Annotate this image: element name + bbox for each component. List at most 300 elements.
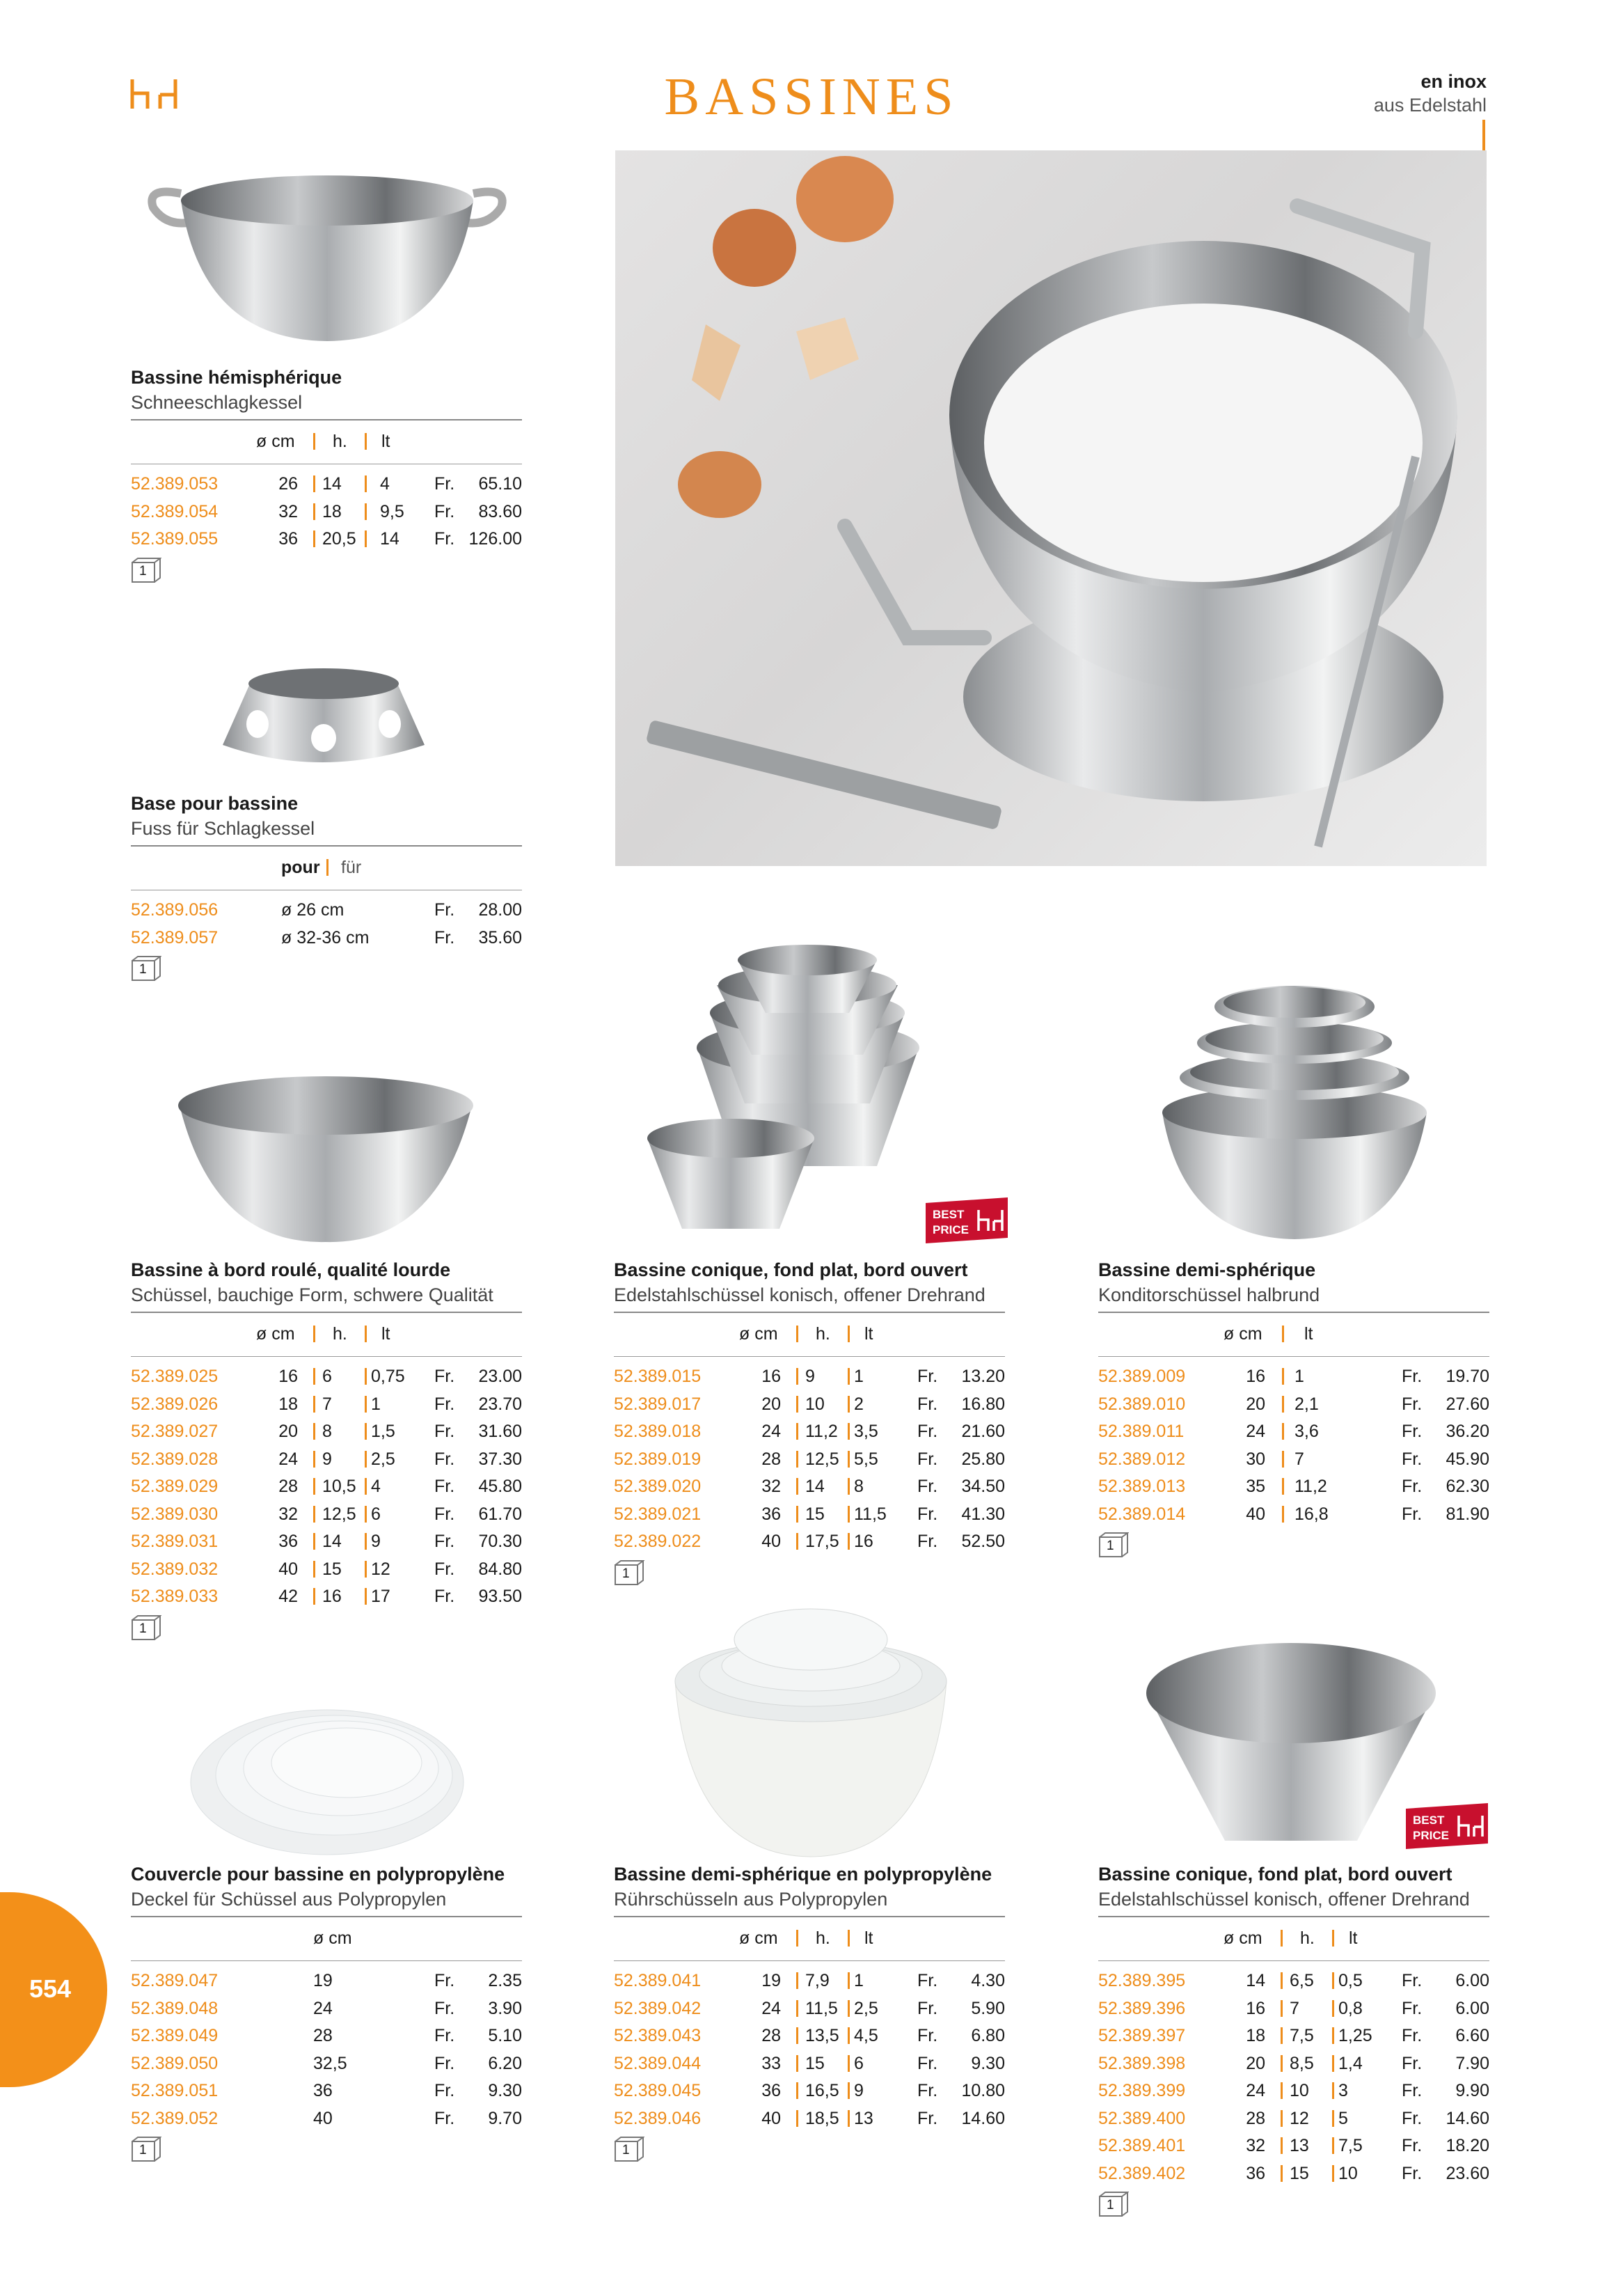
product-name-fr: Bassine conique, fond plat, bord ouvert <box>614 1259 968 1280</box>
item-currency: Fr. <box>1402 2136 1423 2155</box>
item-currency: Fr. <box>434 1559 455 1579</box>
separator-bar <box>1281 2055 1283 2072</box>
separator-bar <box>1332 2027 1334 2044</box>
item-liters: 2,1 <box>1295 1394 1319 1414</box>
item-currency: Fr. <box>917 2081 938 2100</box>
item-diam: 32,5 <box>313 2053 347 2073</box>
separator-bar <box>1332 2110 1334 2127</box>
table-row <box>131 1390 522 1418</box>
item-height: 14 <box>322 474 342 494</box>
column-liters: lt <box>381 1324 390 1344</box>
table-row <box>614 1527 1005 1555</box>
item-liters: 1 <box>1295 1367 1304 1386</box>
item-liters: 11,2 <box>1295 1477 1327 1496</box>
item-height: 18,5 <box>805 2108 839 2128</box>
item-price: 23.60 <box>1446 2163 1489 2183</box>
product-name-de: Konditorschüssel halbrund <box>1098 1284 1320 1305</box>
column-height: h. <box>1300 1928 1315 1948</box>
item-diam: 36 <box>761 1504 781 1524</box>
separator-bar <box>1332 2165 1334 2182</box>
item-currency: Fr. <box>1402 1971 1423 1990</box>
item-price: 37.30 <box>478 1449 522 1469</box>
product-name-de: Schüssel, bauchige Form, schwere Qualität <box>131 1284 493 1305</box>
item-liters: 12 <box>371 1559 390 1579</box>
item-code: 52.389.028 <box>131 1449 219 1469</box>
item-price: 27.60 <box>1446 1394 1489 1414</box>
product-half-spherical <box>1098 1257 1489 1558</box>
separator-bar <box>313 1423 315 1440</box>
separator-bar <box>1332 1972 1334 1989</box>
material-de: aus Edelstahl <box>1373 95 1487 116</box>
separator-bar <box>365 1368 367 1385</box>
spacer <box>614 1357 1005 1362</box>
separator-bar <box>365 433 367 450</box>
separator-bar <box>365 1396 367 1413</box>
item-diam: 28 <box>761 2026 781 2045</box>
separator-bar <box>796 1533 798 1550</box>
item-code: 52.389.020 <box>614 1477 702 1496</box>
page-title: BASSINES <box>664 68 959 126</box>
item-liters: 13 <box>854 2108 873 2128</box>
table-row <box>1098 2132 1489 2160</box>
table-row <box>131 1582 522 1610</box>
item-code: 52.389.033 <box>131 1587 219 1606</box>
item-currency: Fr. <box>434 1477 455 1496</box>
product-name-fr: Bassine à bord roulé, qualité lourde <box>131 1259 451 1280</box>
item-currency: Fr. <box>917 1998 938 2018</box>
table-row <box>131 1967 522 1995</box>
item-code: 52.389.015 <box>614 1367 702 1386</box>
separator-bar <box>365 1561 367 1578</box>
table-row <box>131 1500 522 1528</box>
item-diam: 19 <box>313 1971 333 1990</box>
item-code: 52.389.013 <box>1098 1477 1186 1496</box>
separator-bar <box>313 1506 315 1523</box>
item-diam: 16 <box>1246 1367 1265 1386</box>
product-name-fr: Bassine hémisphérique <box>131 367 342 388</box>
item-liters: 5,5 <box>854 1449 878 1469</box>
separator-bar <box>1282 1478 1284 1495</box>
table-row <box>614 1417 1005 1445</box>
separator-bar <box>1332 2000 1334 2017</box>
item-diam: 28 <box>761 1449 781 1469</box>
item-currency: Fr. <box>1402 1422 1423 1441</box>
item-code: 52.389.400 <box>1098 2108 1186 2128</box>
best-price-line1: BEST <box>1413 1814 1445 1827</box>
item-diam: 36 <box>761 2081 781 2100</box>
table-header <box>1098 1313 1489 1356</box>
table-row <box>614 1500 1005 1528</box>
item-liters: 1,5 <box>371 1422 395 1441</box>
item-height: 15 <box>322 1559 342 1579</box>
item-code: 52.389.025 <box>131 1367 219 1386</box>
pack-unit-box <box>614 2136 644 2162</box>
table-row <box>614 2022 1005 2050</box>
item-price: 21.60 <box>961 1422 1005 1441</box>
material-note <box>1374 70 1487 117</box>
best-price-badge <box>926 1197 1008 1243</box>
item-code: 52.389.054 <box>131 501 219 521</box>
separator-bar <box>1281 2110 1283 2127</box>
item-height: 16,5 <box>805 2081 839 2100</box>
item-code: 52.389.017 <box>614 1394 702 1414</box>
item-price: 83.60 <box>478 501 522 521</box>
separator-bar <box>848 1451 850 1468</box>
item-currency: Fr. <box>917 2108 938 2128</box>
item-liters: 0,8 <box>1338 1998 1363 2018</box>
separator-bar <box>313 1533 315 1550</box>
item-code: 52.389.021 <box>614 1504 702 1524</box>
column-liters: lt <box>1304 1324 1313 1344</box>
item-height: 10 <box>1290 2081 1309 2100</box>
item-diam: 32 <box>1246 2136 1265 2155</box>
item-currency: Fr. <box>434 2053 455 2073</box>
separator-bar <box>313 1396 315 1413</box>
product-rolled-edge <box>131 1257 522 1641</box>
product-name-fr: Couvercle pour bassine en polypropylène <box>131 1864 505 1885</box>
pack-unit-box <box>131 1614 161 1641</box>
separator-bar <box>365 1326 367 1342</box>
separator-bar <box>365 1451 367 1468</box>
table-row <box>1098 1500 1489 1528</box>
item-price: 6.00 <box>1455 1998 1489 2018</box>
product-lid <box>131 1862 522 2162</box>
product-name-fr: Bassine demi-sphérique <box>1098 1259 1316 1280</box>
table-row <box>131 2050 522 2077</box>
separator-bar <box>1281 2027 1283 2044</box>
table-row <box>131 2077 522 2105</box>
item-code: 52.389.029 <box>131 1477 219 1496</box>
table-row <box>1098 1362 1489 1390</box>
separator-bar <box>1332 2082 1334 2099</box>
item-price: 14.60 <box>1446 2108 1489 2128</box>
item-code: 52.389.050 <box>131 2053 219 2073</box>
separator-bar <box>848 1930 850 1947</box>
separator-bar <box>313 433 315 450</box>
item-diam: 16 <box>1246 1998 1265 2018</box>
item-height: 13 <box>1290 2136 1309 2155</box>
conical-bowls-image <box>640 936 974 1243</box>
hemispherical-bowl-image <box>139 159 515 347</box>
item-diam: 32 <box>278 501 298 521</box>
table-row <box>1098 2050 1489 2077</box>
item-diam: 40 <box>278 1559 298 1579</box>
item-liters: 7,5 <box>1338 2136 1363 2155</box>
table-row <box>1098 1445 1489 1473</box>
separator-bar <box>365 475 367 492</box>
separator-bar <box>1282 1451 1284 1468</box>
item-price: 41.30 <box>961 1504 1005 1524</box>
item-code: 52.389.022 <box>614 1532 702 1551</box>
item-currency: Fr. <box>434 1422 455 1441</box>
item-height: 10,5 <box>322 1477 356 1496</box>
separator-bar <box>848 1368 850 1385</box>
separator-bar <box>796 1478 798 1495</box>
item-currency: Fr. <box>434 900 455 920</box>
item-diam: 24 <box>278 1449 298 1469</box>
table-row <box>614 1995 1005 2022</box>
item-currency: Fr. <box>434 2026 455 2045</box>
item-currency: Fr. <box>434 501 455 521</box>
item-liters: 16 <box>854 1532 873 1551</box>
product-name-de: Fuss für Schlagkessel <box>131 818 315 839</box>
separator-bar <box>365 1423 367 1440</box>
item-price: 31.60 <box>478 1422 522 1441</box>
item-price: 7.90 <box>1455 2053 1489 2073</box>
item-price: 5.10 <box>488 2026 522 2045</box>
column-liters: lt <box>864 1324 873 1344</box>
pack-unit-quantity: 1 <box>139 563 147 579</box>
item-code: 52.389.052 <box>131 2108 219 2128</box>
item-diam: 28 <box>278 1477 298 1496</box>
column-liters: lt <box>864 1928 873 1948</box>
item-height: 18 <box>322 501 342 521</box>
item-liters: 3 <box>1338 2081 1348 2100</box>
item-price: 45.80 <box>478 1477 522 1496</box>
item-code: 52.389.027 <box>131 1422 219 1441</box>
separator-bar <box>1332 1930 1334 1947</box>
table-row <box>131 1417 522 1445</box>
spacer <box>131 1961 522 1967</box>
item-diam: 36 <box>313 2081 333 2100</box>
item-height: 7 <box>322 1394 332 1414</box>
item-diam: 40 <box>761 1532 781 1551</box>
item-diam: 42 <box>278 1587 298 1606</box>
table-row <box>1098 1417 1489 1445</box>
item-height: 14 <box>322 1532 342 1551</box>
item-price: 6.20 <box>488 2053 522 2073</box>
item-liters: 14 <box>380 529 399 549</box>
item-height: 13,5 <box>805 2026 839 2045</box>
best-price-line2: PRICE <box>1413 1829 1449 1842</box>
item-liters: 2 <box>854 1394 864 1414</box>
item-liters: 7 <box>1295 1449 1304 1469</box>
best-price-line1: BEST <box>933 1208 965 1221</box>
spacer <box>1098 1961 1489 1967</box>
item-currency: Fr. <box>917 1367 938 1386</box>
item-price: 70.30 <box>478 1532 522 1551</box>
item-height: 17,5 <box>805 1532 839 1551</box>
table-row <box>131 1555 522 1583</box>
item-price: 25.80 <box>961 1449 1005 1469</box>
rolled-edge-bowl-image <box>173 1071 479 1245</box>
item-price: 62.30 <box>1446 1477 1489 1496</box>
item-currency: Fr. <box>917 1422 938 1441</box>
item-liters: 3,6 <box>1295 1422 1319 1441</box>
separator-bar <box>1281 1972 1283 1989</box>
item-liters: 2,5 <box>854 1998 878 2018</box>
table-row <box>1098 1390 1489 1418</box>
table-row <box>131 1445 522 1473</box>
item-code: 52.389.032 <box>131 1559 219 1579</box>
item-diam: 35 <box>1246 1477 1265 1496</box>
separator-bar <box>1282 1396 1284 1413</box>
item-currency: Fr. <box>434 1449 455 1469</box>
item-price: 23.00 <box>478 1367 522 1386</box>
table-row <box>1098 1967 1489 1995</box>
item-code: 52.389.041 <box>614 1971 702 1990</box>
item-currency: Fr. <box>434 2081 455 2100</box>
column-diam: ø cm <box>256 1324 295 1344</box>
separator-bar <box>848 1396 850 1413</box>
separator-bar <box>796 2055 798 2072</box>
table-row <box>131 498 522 526</box>
item-height: 7 <box>1290 1998 1299 2018</box>
item-code: 52.389.030 <box>131 1504 219 1524</box>
table-row <box>131 2022 522 2050</box>
item-liters: 9 <box>854 2081 864 2100</box>
item-price: 9.70 <box>488 2108 522 2128</box>
separator-bar <box>1282 1506 1284 1523</box>
item-diam: 18 <box>1246 2026 1265 2045</box>
table-row <box>1098 2022 1489 2050</box>
table-row <box>614 2050 1005 2077</box>
column-diam: ø cm <box>1224 1928 1262 1948</box>
item-height: 11,2 <box>805 1422 838 1441</box>
item-liters: 1,25 <box>1338 2026 1372 2045</box>
item-currency: Fr. <box>434 1587 455 1606</box>
separator-bar <box>313 475 315 492</box>
item-code: 52.389.019 <box>614 1449 702 1469</box>
item-code: 52.389.049 <box>131 2026 219 2045</box>
item-diam: 20 <box>761 1394 781 1414</box>
product-name-de: Deckel für Schüssel aus Polypropylen <box>131 1889 447 1910</box>
column-height: h. <box>816 1324 830 1344</box>
item-price: 52.50 <box>961 1532 1005 1551</box>
item-height: 12 <box>1290 2108 1309 2128</box>
item-price: 10.80 <box>961 2081 1005 2100</box>
separator-bar <box>365 1533 367 1550</box>
item-code: 52.389.012 <box>1098 1449 1186 1469</box>
item-liters: 1 <box>371 1394 381 1414</box>
item-price: 5.90 <box>971 1998 1005 2018</box>
table-header <box>131 1917 522 1960</box>
item-height: 15 <box>805 1504 825 1524</box>
item-height: 6 <box>322 1367 332 1386</box>
separator-bar <box>1281 2137 1283 2154</box>
item-height: 16 <box>322 1587 342 1606</box>
item-liters: 5 <box>1338 2108 1348 2128</box>
separator-bar <box>313 1451 315 1468</box>
table-row <box>131 1362 522 1390</box>
separator-bar <box>1281 1930 1283 1947</box>
item-price: 126.00 <box>468 529 522 549</box>
table-row <box>614 1445 1005 1473</box>
item-height: 15 <box>1290 2163 1309 2183</box>
separator-bar <box>848 1506 850 1523</box>
item-price: 9.90 <box>1455 2081 1489 2100</box>
separator-bar <box>313 1588 315 1605</box>
separator-bar <box>313 1326 315 1342</box>
separator-bar <box>796 1451 798 1468</box>
table-row <box>614 2105 1005 2132</box>
item-code: 52.389.018 <box>614 1422 702 1441</box>
separator-bar <box>848 1533 850 1550</box>
item-price: 3.90 <box>488 1998 522 2018</box>
table-row <box>614 1362 1005 1390</box>
table-row <box>1098 2160 1489 2187</box>
item-code: 52.389.043 <box>614 2026 702 2045</box>
column-liters: lt <box>1349 1928 1358 1948</box>
item-code: 52.389.047 <box>131 1971 219 1990</box>
item-code: 52.389.010 <box>1098 1394 1186 1414</box>
separator-bar <box>848 1326 850 1342</box>
item-price: 6.80 <box>971 2026 1005 2045</box>
item-height: 9 <box>805 1367 815 1386</box>
item-liters: 4,5 <box>854 2026 878 2045</box>
item-diam: 40 <box>313 2108 333 2128</box>
item-height: 7,9 <box>805 1971 830 1990</box>
item-liters: 11,5 <box>854 1504 887 1524</box>
table-row <box>614 1390 1005 1418</box>
separator-bar <box>1282 1368 1284 1385</box>
separator-bar <box>796 2000 798 2017</box>
pack-unit-quantity: 1 <box>139 1621 147 1636</box>
best-price-badge-2 <box>1406 1803 1488 1849</box>
pack-unit-quantity: 1 <box>622 1566 630 1581</box>
pack-unit-box <box>131 955 161 982</box>
separator-bar <box>1281 2082 1283 2099</box>
item-currency: Fr. <box>434 2108 455 2128</box>
table-row <box>1098 2077 1489 2105</box>
item-diam: 36 <box>278 529 298 549</box>
pack-unit-quantity: 1 <box>1107 2198 1114 2212</box>
product-name-de: Edelstahlschüssel konisch, offener Drehrand <box>1098 1889 1470 1910</box>
item-code: 52.389.045 <box>614 2081 702 2100</box>
separator-bar <box>1282 1326 1284 1342</box>
separator-bar <box>848 2027 850 2044</box>
item-liters: 3,5 <box>854 1422 878 1441</box>
item-currency: Fr. <box>1402 2081 1423 2100</box>
table-row <box>1098 1472 1489 1500</box>
table-row <box>131 1527 522 1555</box>
separator-bar <box>313 503 315 520</box>
item-code: 52.389.051 <box>131 2081 219 2100</box>
item-code: 52.389.046 <box>614 2108 702 2128</box>
item-currency: Fr. <box>917 1449 938 1469</box>
column-for-fr: pour <box>281 858 320 877</box>
item-currency: Fr. <box>917 1504 938 1524</box>
separator-bar <box>796 1930 798 1947</box>
item-size: ø 26 cm <box>281 900 345 920</box>
separator-bar <box>796 2027 798 2044</box>
item-diam: 40 <box>1246 1504 1265 1524</box>
column-diam: ø cm <box>256 432 295 451</box>
item-code: 52.389.009 <box>1098 1367 1186 1386</box>
column-diam: ø cm <box>739 1928 778 1948</box>
separator-bar <box>365 503 367 520</box>
item-code: 52.389.396 <box>1098 1998 1186 2018</box>
table-row <box>1098 1995 1489 2022</box>
separator-bar <box>848 2082 850 2099</box>
table-header <box>614 1313 1005 1356</box>
item-diam: 24 <box>1246 2081 1265 2100</box>
item-diam: 28 <box>313 2026 333 2045</box>
product-polypropylene <box>614 1862 1005 2162</box>
separator-bar <box>848 1478 850 1495</box>
item-diam: 24 <box>761 1422 781 1441</box>
item-price: 93.50 <box>478 1587 522 1606</box>
item-currency: Fr. <box>434 1367 455 1386</box>
item-liters: 4 <box>380 474 390 494</box>
separator-bar <box>313 530 315 547</box>
item-price: 13.20 <box>961 1367 1005 1386</box>
separator-bar <box>1282 1423 1284 1440</box>
product-hemispherical <box>131 365 522 583</box>
spacer <box>1098 1357 1489 1362</box>
item-diam: 16 <box>278 1367 298 1386</box>
item-price: 14.60 <box>961 2108 1005 2128</box>
